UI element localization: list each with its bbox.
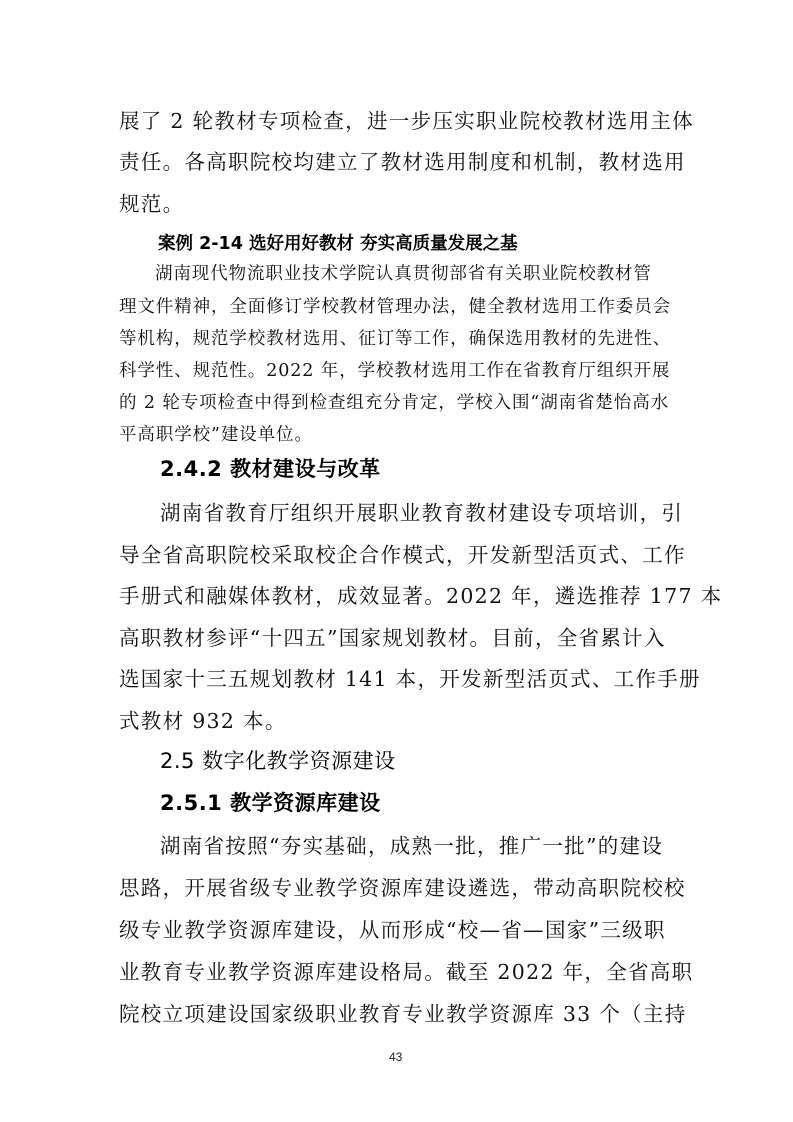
section-heading-2-5: 2.5 数字化教学资源建设 [160,749,396,773]
case-line: 湖南现代物流职业技术学院认真贯彻部省有关职业院校教材管 [155,264,652,284]
paragraph-line: 手册式和融媒体教材，成效显著。2022 年，遴选推荐 177 本 [119,584,723,608]
paragraph-line: 业教育专业教学资源库建设格局。截至 2022 年，全省高职 [119,960,694,984]
section-heading-2-5-1: 2.5.1 教学资源库建设 [160,791,381,815]
section-heading-2-4-2: 2.4.2 教材建设与改革 [160,457,381,481]
case-line: 平高职学校”建设单位。 [119,425,313,445]
case-line: 科学性、规范性。2022 年，学校教材选用工作在省教育厅组织开展 [119,361,671,381]
paragraph-line: 思路，开展省级专业教学资源库建设遴选，带动高职院校校 [119,876,686,900]
paragraph-line: 选国家十三五规划教材 141 本，开发新型活页式、工作手册 [119,667,701,691]
case-line: 的 2 轮专项检查中得到检查组充分肯定，学校入围“湖南省楚怡高水 [119,393,670,413]
paragraph-line: 级专业教学资源库建设，从而形成“校—省—国家”三级职 [119,918,666,942]
case-line: 等机构，规范学校教材选用、征订等工作，确保选用教材的先进性、 [119,329,671,349]
intro-line: 规范。 [119,192,185,216]
page-number: 43 [389,1050,403,1064]
intro-line: 责任。各高职院校均建立了教材选用制度和机制，教材选用 [119,150,686,174]
paragraph-line: 高职教材参评“十四五”国家规划教材。目前，全省累计入 [119,626,666,650]
paragraph-line: 湖南省按照“夯实基础，成熟一批，推广一批”的建设 [160,834,664,858]
paragraph-line: 院校立项建设国家级职业教育专业教学资源库 33 个（主持 [119,1002,687,1026]
case-line: 理文件精神，全面修订学校教材管理办法，健全教材选用工作委员会 [119,297,671,317]
case-title: 案例 2-14 选好用好教材 夯实高质量发展之基 [158,234,518,254]
paragraph-line: 式教材 932 本。 [119,709,287,733]
paragraph-line: 湖南省教育厅组织开展职业教育教材建设专项培训，引 [160,501,684,525]
paragraph-line: 导全省高职院校采取校企合作模式，开发新型活页式、工作 [119,543,686,567]
intro-line: 展了 2 轮教材专项检查，进一步压实职业院校教材选用主体 [119,109,694,133]
